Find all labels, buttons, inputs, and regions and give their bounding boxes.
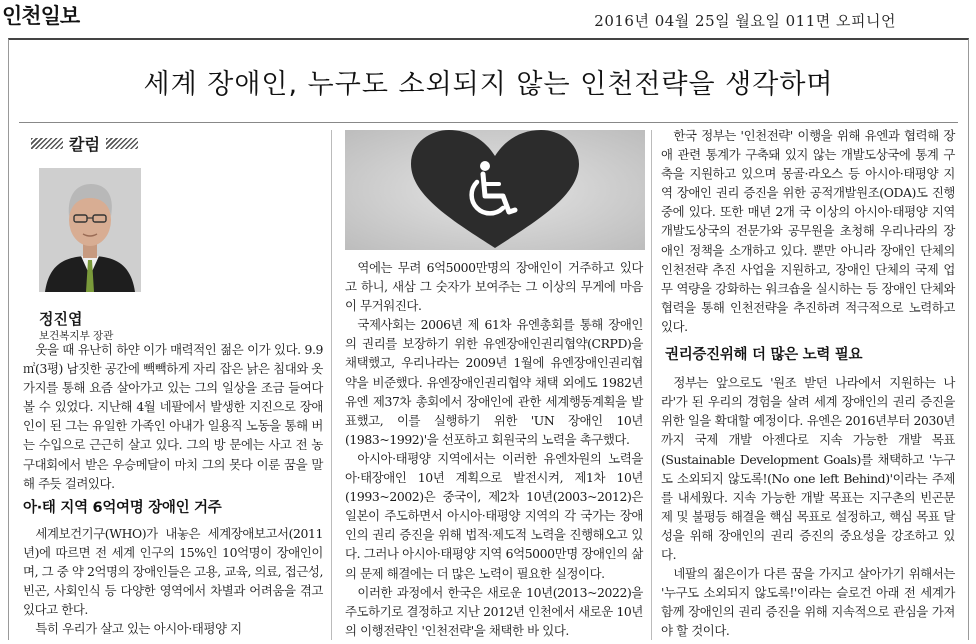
paragraph: 특히 우리가 살고 있는 아시아·태평양 지 <box>35 621 242 637</box>
illustration <box>345 130 645 250</box>
paragraph: 한국 정부는 '인천전략' 이행을 위해 유엔과 협력해 장애 관련 통계가 구축돼 있지 않는 개발도상국에 통계 구축을 지원하고 있으며 몽골·라오스 등 아시아·태평양 지역 장애인 권리 증진을 위한 공적개발원조(ODA)도 진행 중에 있다. 또한 매년 2개 국 이상의 아시아·태평양 지역 개발도상국의 전문가와 공무원을 초청해 우리나라의 장애인 정책을 소개하고 있다. 뿐만 아니라 장애인 단체의 인천전략 추진 사업을 지원하고, 장애인 단체의 국제 업무 역량을 강화하는 워크숍을 실시하는 등 장애인 단체와 협력을 통해 인천전략을 추진하려 적극적으로 노력하고 있다. <box>661 128 955 334</box>
author-name: 정진엽 <box>39 310 83 328</box>
section-kicker <box>31 132 138 155</box>
column-1 <box>23 340 323 638</box>
column-divider-2 <box>651 130 652 640</box>
paragraph: 아시아·태평양 지역에서는 이러한 유엔차원의 노력을 아·태장애인 10년 계획으로 발전시켜, 제1차 10년(1993~2002)은 중국이, 제2차 10년(2003~2012)은 일본이 주도하면서 아시아·태평양 지역의 각 국가는 장애인의 권리 증진을 위해 법적·제도적 노력을 진행해오고 있다. 그러나 아시아·태평양 지역 6억5000만명 장애인의 삶의 문제 해결에는 더 많은 노력이 필요한 실정이다. <box>345 450 643 581</box>
paragraph: 웃을 때 유난히 하얀 이가 매력적인 젊은 이가 있다. 9.9㎡(3평) 남짓한 공간에 빽빽하게 자리 잡은 낡은 침대와 옷가지를 통해 요즘 살아가고 있는 그의 일상을 조금 들여다 볼 수 있었다. 지난해 4월 네팔에서 발생한 지진으로 장애인이 된 그는 유일한 가족인 아내가 일용직 노동을 통해 버는 수입으로 근근히 살고 있다. 그의 방 문에는 사고 전 농구대회에서 받은 우승메달이 마치 그의 못다 이룬 꿈을 말해 주듯 걸려있다. <box>23 342 323 491</box>
author-portrait-graphic <box>39 168 141 292</box>
column-3 <box>661 126 955 640</box>
column-divider-1 <box>331 130 332 640</box>
dateline: 2016년 04월 25일 월요일 011면 오피니언 <box>594 12 896 30</box>
paragraph: 세계보건기구(WHO)가 내놓은 세계장애보고서(2011년)에 따르면 전 세계 인구의 15%인 10억명이 장애인이며, 그 중 약 2억명의 장애인들은 고용, 교육, 의료, 접근성, 빈곤, 사회인식 등 다양한 영역에서 차별과 어려움을 겪고 있다고 한다. <box>23 525 323 618</box>
subheading: 권리증진위해 더 많은 노력 필요 <box>665 347 863 364</box>
paragraph: 이러한 과정에서 한국은 새로운 10년(2013~2022)을 주도하기로 결정하고 지난 2012년 인천에서 새로운 10년의 이행전략인 '인천전략'을 채택한 바 있다. <box>345 584 643 638</box>
subheading: 아·태 지역 6억여명 장애인 거주 <box>23 499 222 516</box>
hatch-decoration-left <box>31 138 63 149</box>
paragraph: 정부는 앞으로도 '원조 받던 나라에서 지원하는 나라'가 된 우리의 경험을 살려 세계 장애인의 권리 증진을 위한 일을 확대할 예정이다. 유엔은 2016년부터 2030년까지 국제 개발 아젠다로 지속 가능한 개발 목표(Sustainable Development Goals)를 채택하고 '누구도 소외되지 않도록!(No one left Behind)'이라는 주제를 내세웠다. 지속 가능한 개발 목표는 지구촌의 빈곤문제 및 불평등 해결을 핵심 목표로 설정하고, 핵심 목표 달성을 위해 장애인의 권리 증진의 중요성을 강조하고 있다. <box>661 375 955 562</box>
headline: 세계 장애인, 누구도 소외되지 않는 인천전략을 생각하며 <box>143 69 834 100</box>
paragraph: 국제사회는 2006년 제 61차 유엔총회를 통해 장애인의 권리를 보장하기 위한 유엔장애인권리협약(CRPD)을 채택했고, 우리나라는 2009년 1월에 유엔장애인권리협약을 비준했다. 유엔장애인권리협약 채택 외에도 1982년 유엔 제37차 총회에서 장애인에 관한 세계행동계획을 발표했고, 이를 실행하기 위한 'UN 장애인 10년(1983~1992)'을 선포하고 회원국의 노력을 촉구했다. <box>345 317 643 447</box>
author-title: 보건복지부 장관 <box>39 330 114 342</box>
paragraph: 네팔의 젊은이가 다른 꿈을 가지고 살아가기 위해서는 '누구도 소외되지 않도록!'이라는 슬로건 아래 전 세계가 함께 장애인의 권리 증진을 위해 지속적으로 관심을 가져야 할 것이다. <box>661 566 955 639</box>
headline-divider <box>19 122 958 123</box>
section-kicker-label: 칼럼 <box>69 135 100 154</box>
article-frame <box>8 38 969 640</box>
masthead-logo: 인천일보 <box>2 4 80 28</box>
hatch-decoration-right <box>106 138 138 149</box>
wheelchair-heart-icon <box>345 130 645 250</box>
column-2 <box>345 258 643 640</box>
author-photo <box>39 168 141 292</box>
paragraph: 역에는 무려 6억5000만명의 장애인이 거주하고 있다고 하니, 새삼 그 숫자가 보여주는 그 이상의 무게에 마음이 무거워진다. <box>345 260 643 314</box>
